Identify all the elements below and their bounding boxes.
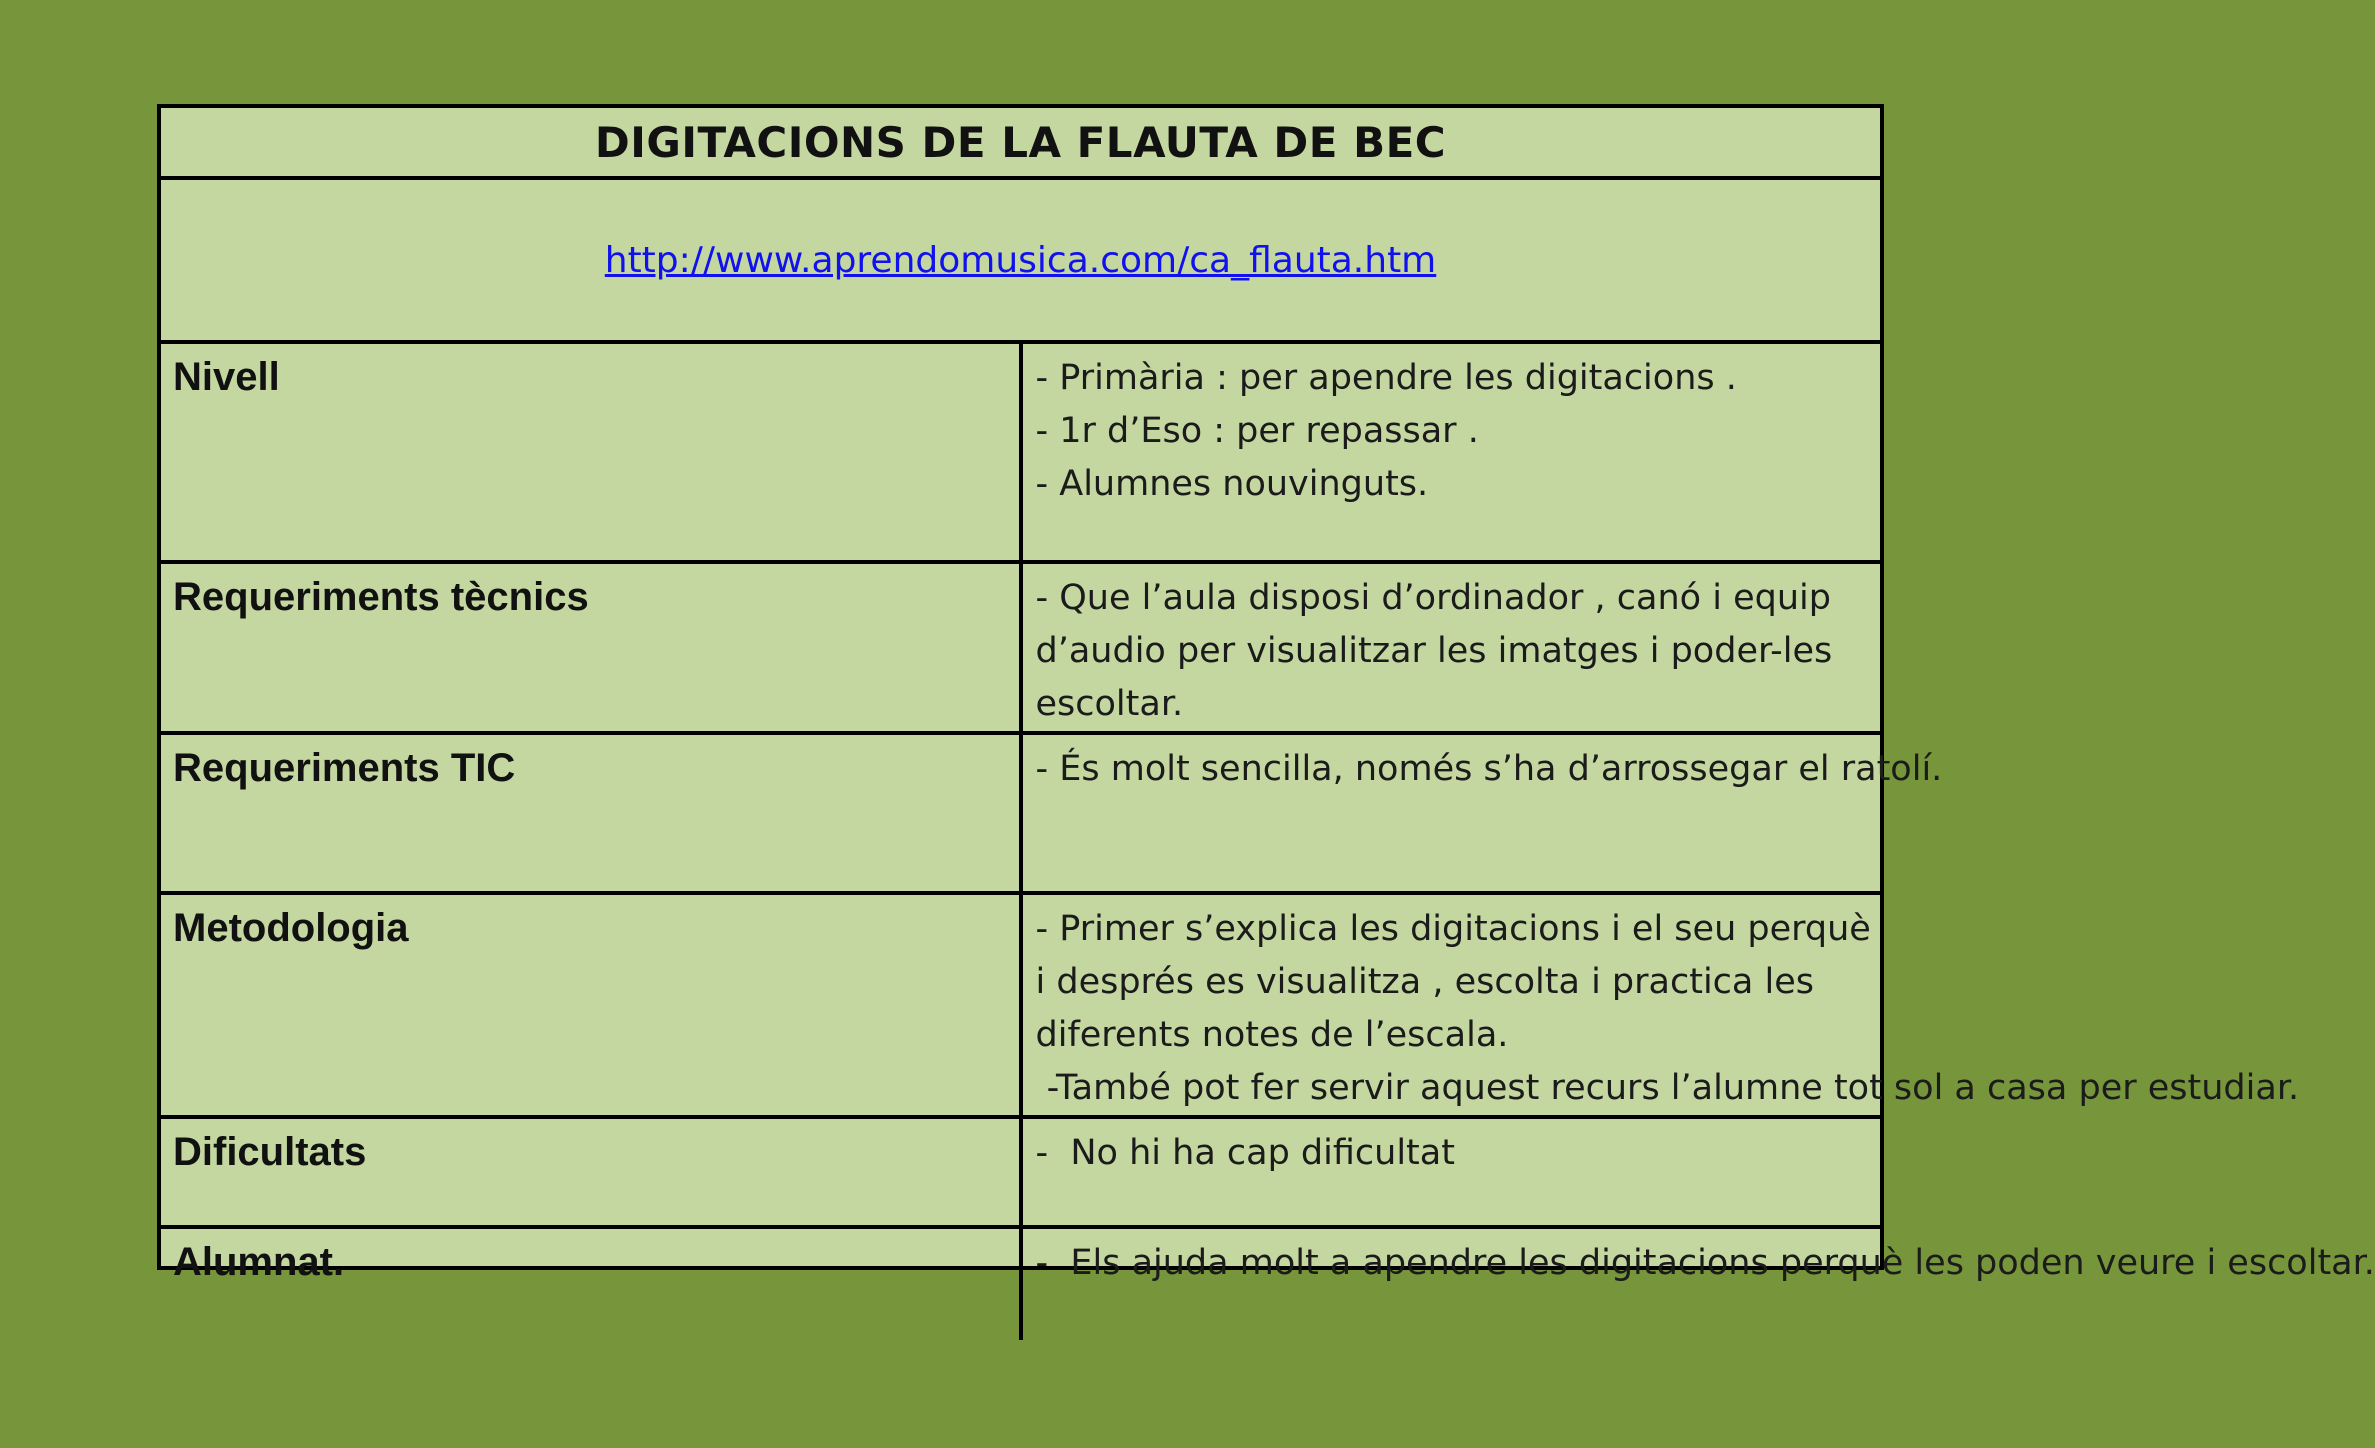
row-label-nivell: Nivell bbox=[161, 342, 1021, 562]
table-row-metodologia bbox=[161, 893, 1880, 1117]
resource-card bbox=[157, 104, 2375, 1284]
value-line: - 1r d’Eso : per repassar . bbox=[1035, 411, 1479, 451]
link-cell bbox=[161, 178, 1880, 342]
row-value-requeriments-tecnics bbox=[1021, 562, 1881, 733]
table-row-alumnat bbox=[161, 1227, 1880, 1340]
page-title: DIGITACIONS DE LA FLAUTA DE BEC bbox=[161, 108, 1880, 178]
value-line: - És molt sencilla, només s’ha d’arrossegar el ratolí. bbox=[1035, 749, 1943, 789]
table-row-dificultats bbox=[161, 1117, 1880, 1227]
value-line: - Els ajuda molt a apendre les digitacions perquè les poden veure i escoltar. bbox=[1035, 1243, 2375, 1283]
row-label-requeriments-tecnics: Requeriments tècnics bbox=[161, 562, 1021, 733]
row-value-dificultats bbox=[1021, 1117, 1881, 1227]
value-line: - Alumnes nouvinguts. bbox=[1035, 464, 1429, 504]
table-row-nivell bbox=[161, 342, 1880, 562]
value-line: - Que l’aula disposi d’ordinador , canó i equip d’audio per visualitzar les imatges i poder-les escoltar. bbox=[1035, 578, 1833, 724]
link-row bbox=[161, 178, 1880, 342]
value-line: - Primària : per apendre les digitacions . bbox=[1035, 358, 1737, 398]
resource-link[interactable]: http://www.aprendomusica.com/ca_flauta.htm bbox=[604, 239, 1437, 281]
row-value-requeriments-tic bbox=[1021, 733, 1943, 893]
resource-table bbox=[161, 108, 2375, 1340]
row-label-dificultats: Dificultats bbox=[161, 1117, 1021, 1227]
title-row bbox=[161, 108, 1880, 178]
value-line: -També pot fer servir aquest recurs l’alumne tot sol a casa per estudiar. bbox=[1035, 1068, 2300, 1108]
row-value-metodologia bbox=[1021, 893, 2300, 1117]
row-label-requeriments-tic: Requeriments TIC bbox=[161, 733, 1021, 893]
row-label-alumnat: Alumnat. bbox=[161, 1227, 1021, 1340]
row-value-alumnat bbox=[1021, 1227, 2375, 1340]
row-value-nivell bbox=[1021, 342, 1881, 562]
value-line: - No hi ha cap dificultat bbox=[1035, 1133, 1455, 1173]
row-label-metodologia: Metodologia bbox=[161, 893, 1021, 1117]
value-line: - Primer s’explica les digitacions i el seu perquè i després es visualitza , escolta i practica les diferents notes de l’escala. bbox=[1035, 909, 1871, 1055]
table-row-requeriments-tic bbox=[161, 733, 1880, 893]
table-row-requeriments-tecnics bbox=[161, 562, 1880, 733]
